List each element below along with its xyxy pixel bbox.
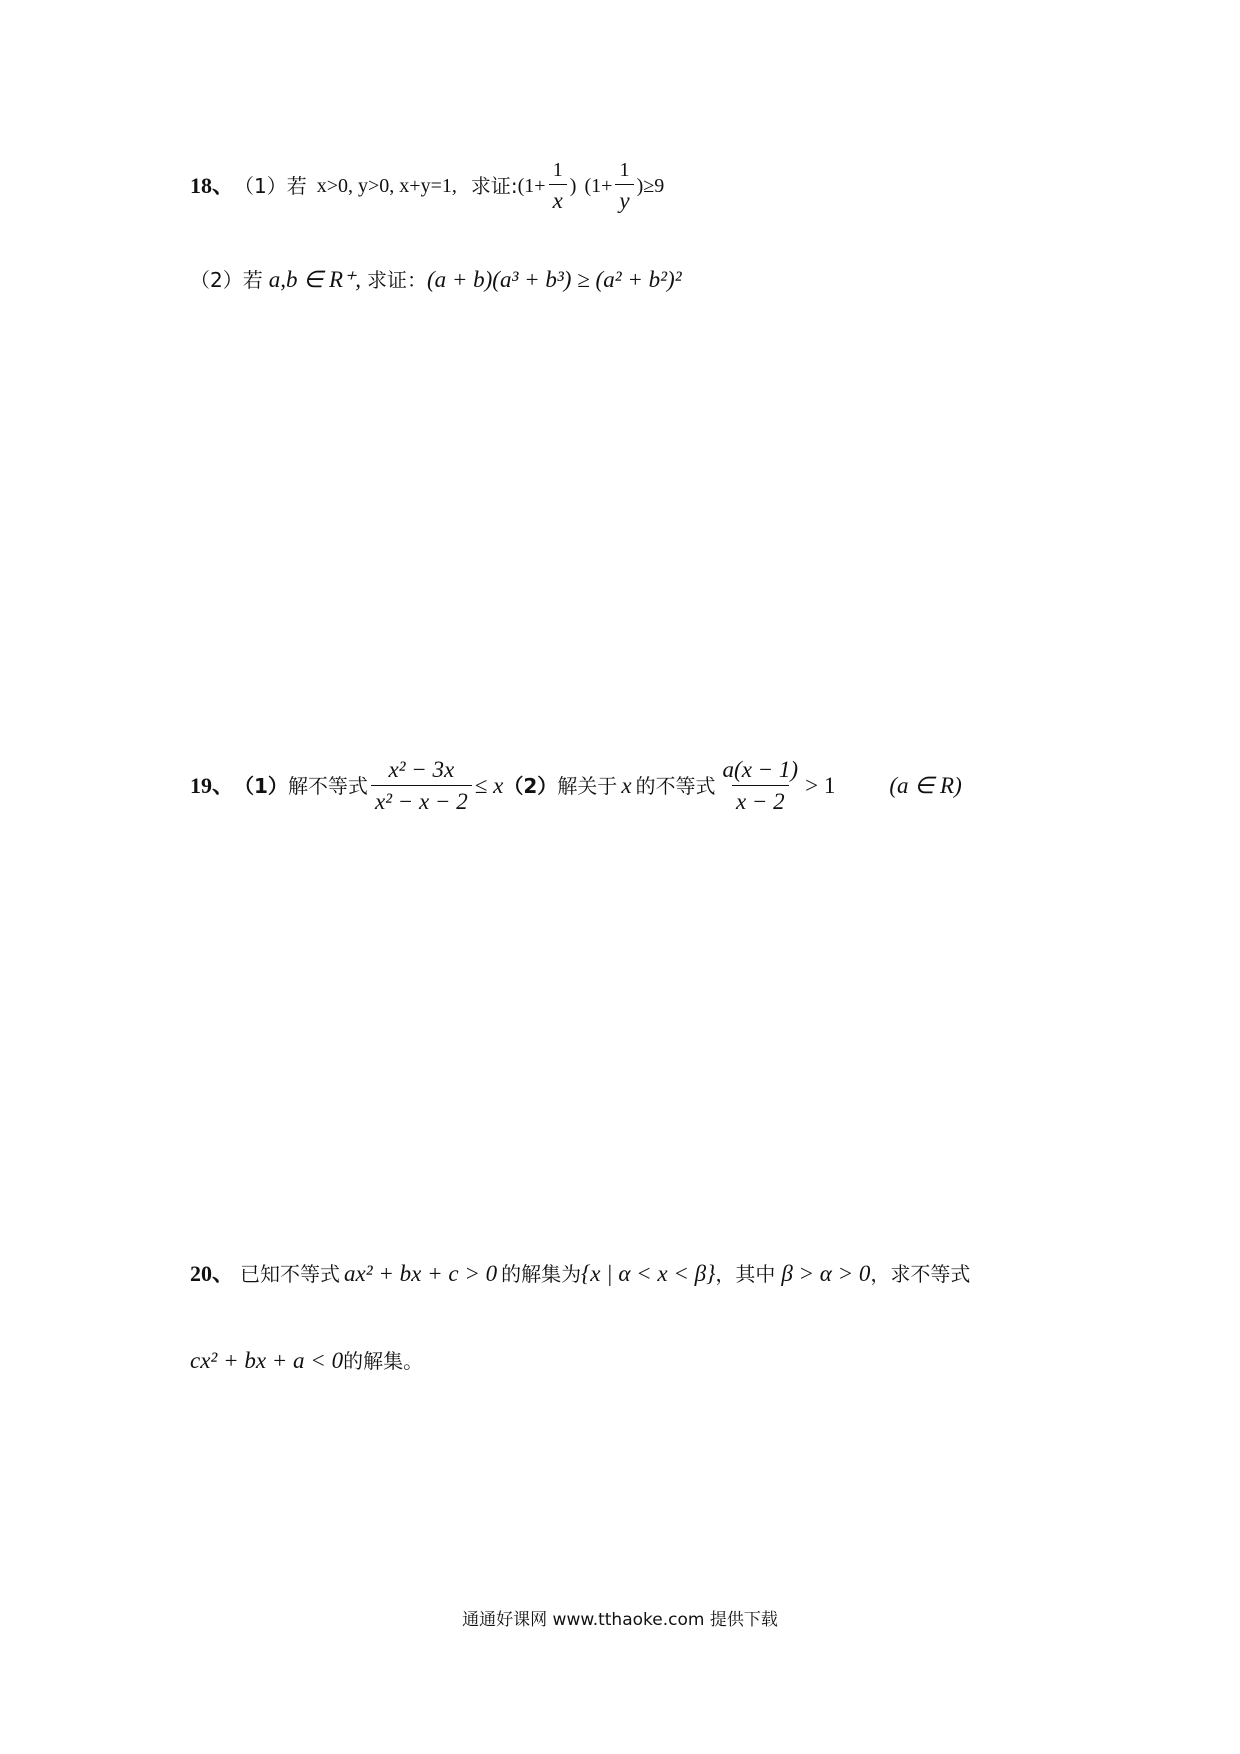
q18-open2: (1+ bbox=[584, 175, 613, 197]
q19-part1-rhs: ≤ x bbox=[474, 773, 504, 798]
q18-part1-condition: x>0, y>0, x+y=1, bbox=[316, 175, 457, 197]
q18-part2-prove: 求证： bbox=[366, 267, 427, 292]
q19-fraction-2 bbox=[719, 758, 803, 813]
q18-part1 bbox=[190, 160, 664, 212]
q20-line1 bbox=[190, 1262, 970, 1285]
q19-frac2-numerator: a(x − 1) bbox=[722, 757, 799, 782]
q19-frac2-denominator: x − 2 bbox=[732, 785, 789, 813]
q19-part2-label: （2） bbox=[503, 773, 558, 798]
q18-rhs: ≥9 bbox=[643, 175, 665, 197]
q19-fraction-1 bbox=[371, 758, 472, 813]
q18-close1: ) bbox=[569, 175, 577, 197]
q18-frac2-numerator: 1 bbox=[619, 159, 630, 181]
q18-part2-ruo: 若 bbox=[242, 267, 263, 292]
q19-part1-text: 解不等式 bbox=[287, 773, 368, 798]
q20-text-d: ，求不等式 bbox=[870, 1261, 971, 1286]
q20-text-b: 的解集为 bbox=[501, 1261, 582, 1286]
q18-close2: ) bbox=[636, 175, 644, 197]
q19-part2-text-b: 的不等式 bbox=[635, 773, 716, 798]
q20-solution-set: {x | α < x < β} bbox=[581, 1261, 716, 1286]
q18-part1-ruo: 若 bbox=[286, 174, 307, 198]
q20-text-e: 的解集。 bbox=[343, 1348, 424, 1373]
q18-part2 bbox=[190, 268, 682, 291]
q20-text-a: 已知不等式 bbox=[240, 1261, 341, 1286]
q18-frac1-numerator: 1 bbox=[552, 159, 563, 181]
q19-part2-text-a: 解关于 bbox=[557, 773, 618, 798]
q19-frac1-numerator: x² − 3x bbox=[388, 757, 455, 782]
page-footer: 通通好课网 www.tthaoke.com 提供下载 bbox=[462, 1610, 778, 1630]
q20-line2 bbox=[190, 1349, 423, 1372]
q18-frac1-denominator: x bbox=[549, 184, 567, 212]
q18-frac2-denominator: y bbox=[615, 184, 633, 212]
q20-text-c: ，其中 bbox=[715, 1261, 776, 1286]
q18-part1-prove: 求证: bbox=[470, 174, 518, 198]
q19-part1-label: （1） bbox=[234, 773, 288, 798]
q20-number: 20、 bbox=[190, 1260, 235, 1286]
q18-fraction-1-over-y bbox=[615, 160, 633, 212]
q18-fraction-1-over-x bbox=[549, 160, 567, 212]
q20-expr2: cx² + bx + a < 0 bbox=[190, 1348, 344, 1373]
q18-part2-condition: a,b ∈ R⁺, bbox=[268, 267, 361, 292]
q18-part1-label: （1） bbox=[234, 174, 287, 198]
q19-number: 19、 bbox=[190, 772, 235, 798]
q20-expr1: ax² + bx + c > 0 bbox=[344, 1261, 498, 1286]
q19 bbox=[190, 758, 962, 813]
q20-condition: β > α > 0 bbox=[781, 1261, 871, 1286]
q18-part2-expression: (a + b)(a³ + b³) ≥ (a² + b²)² bbox=[426, 267, 682, 292]
q19-part2-var: x bbox=[621, 773, 632, 798]
q19-part2-rhs: > 1 bbox=[805, 773, 836, 798]
q19-frac1-denominator: x² − x − 2 bbox=[371, 785, 472, 813]
q18-number: 18、 bbox=[190, 173, 235, 198]
q18-part2-label: （2） bbox=[190, 267, 243, 292]
q19-part2-domain: (a ∈ R) bbox=[889, 773, 962, 798]
q18-open1: (1+ bbox=[517, 175, 546, 197]
